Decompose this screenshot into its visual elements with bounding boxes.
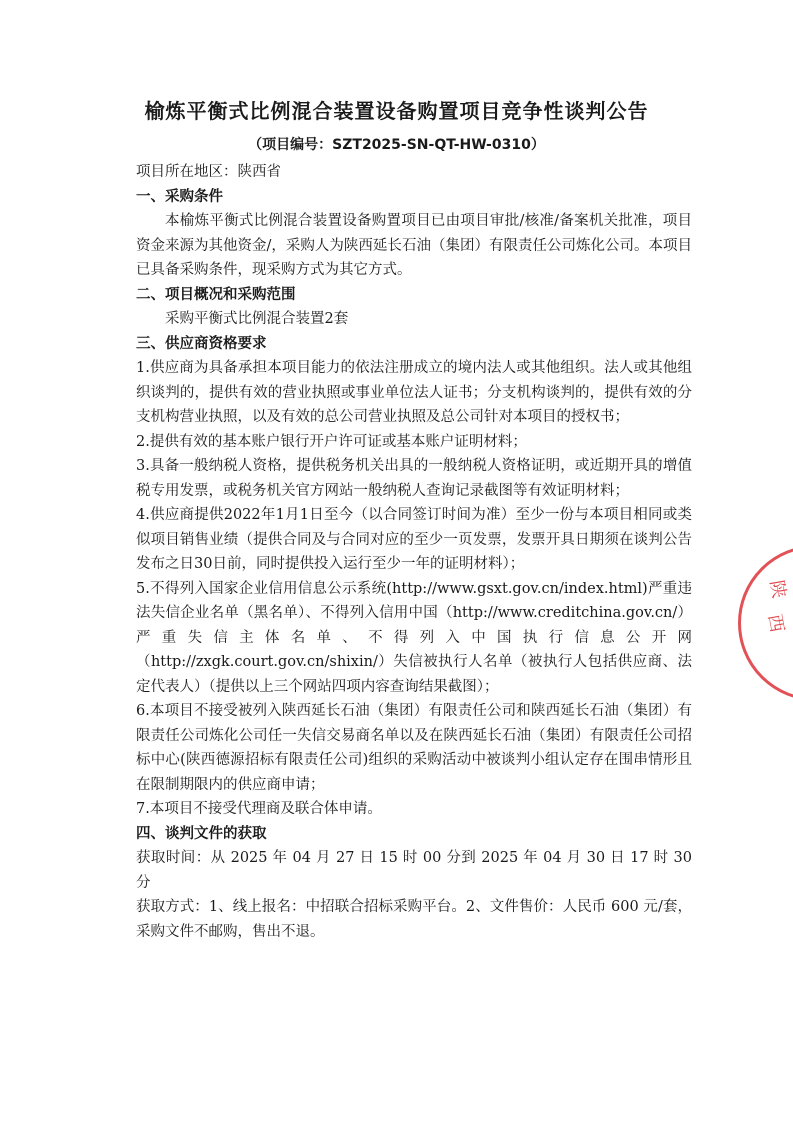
section-heading-3: 三、供应商资格要求 xyxy=(136,335,267,352)
page-title: 榆炼平衡式比例混合装置设备购置项目竞争性谈判公告 xyxy=(144,99,649,123)
qualification-item-5: 5.不得列入国家企业信用信息公示系统(http://www.gsxt.gov.cn/index.html)严重违法失信企业名单（黑名单）、不得列入信用中国（http://www.creditchina.gov.cn/）严重失信主体名单、不得列入中国执行信息公开网（http://zxgk.court.gov.cn/shixin/）失信被执行人名单（被执行人包括供应商、法定代表人）（提供以上三个网站四项内容查询结果截图）； xyxy=(136,580,692,695)
qualification-item-6: 6.本项目不接受被列入陕西延长石油（集团）有限责任公司和陕西延长石油（集团）有限责任公司炼化公司任一失信交易商名单以及在陕西延长石油（集团）有限责任公司招标中心(陕西德源招标有限责任公司)组织的采购活动中被谈判小组认定存在围串情形且在限制期限内的供应商申请； xyxy=(136,703,692,793)
acquisition-time: 获取时间：从 2025 年 04 月 27 日 15 时 00 分到 2025 年 04 月 30 日 17 时 30 分 xyxy=(136,850,692,891)
section-heading-1: 一、采购条件 xyxy=(136,188,223,205)
section-heading-2: 二、项目概况和采购范围 xyxy=(136,286,296,303)
qualification-item-3: 3.具备一般纳税人资格，提供税务机关出具的一般纳税人资格证明，或近期开具的增值税专用发票，或税务机关官方网站一般纳税人查询记录截图等有效证明材料； xyxy=(136,458,692,499)
section-heading-4: 四、谈判文件的获取 xyxy=(136,825,267,842)
qualification-item-1: 1.供应商为具备承担本项目能力的依法注册成立的境内法人或其他组织。法人或其他组织谈判的，提供有效的营业执照或事业单位法人证书；分支机构谈判的，提供有效的分支机构营业执照，以及有效的总公司营业执照及总公司针对本项目的授权书； xyxy=(136,360,692,425)
section-2-paragraph: 采购平衡式比例混合装置2套 xyxy=(165,311,349,327)
qualification-item-2: 2.提供有效的基本账户银行开户许可证或基本账户证明材料； xyxy=(136,433,527,450)
document-body xyxy=(136,160,692,944)
project-code: （项目编号：SZT2025-SN-QT-HW-0310） xyxy=(248,137,545,153)
qualification-item-4: 4.供应商提供2022年1月1日至今（以合同签订时间为准）至少一份与本项目相同或类似项目销售业绩（提供合同及与合同对应的至少一页发票，发票开具日期须在谈判公告发布之日30日前，同时提供投入运行至少一年的证明材料）； xyxy=(136,507,692,572)
seal-text-fragment-1: 陕 xyxy=(765,578,790,600)
qualification-item-7: 7.本项目不接受代理商及联合体申请。 xyxy=(136,801,382,817)
section-1-paragraph: 本榆炼平衡式比例混合装置设备购置项目已由项目审批/核准/备案机关批准，项目资金来源为其他资金/，采购人为陕西延长石油（集团）有限责任公司炼化公司。本项目已具备采购条件，现采购方式为其它方式。 xyxy=(136,213,692,278)
seal-text-fragment-2: 西 xyxy=(763,612,788,634)
project-location: 项目所在地区：陕西省 xyxy=(136,164,281,180)
acquisition-method: 获取方式：1、线上报名：中招联合招标采购平台。2、文件售价：人民币 600 元/套，采购文件不邮购，售出不退。 xyxy=(136,899,692,940)
